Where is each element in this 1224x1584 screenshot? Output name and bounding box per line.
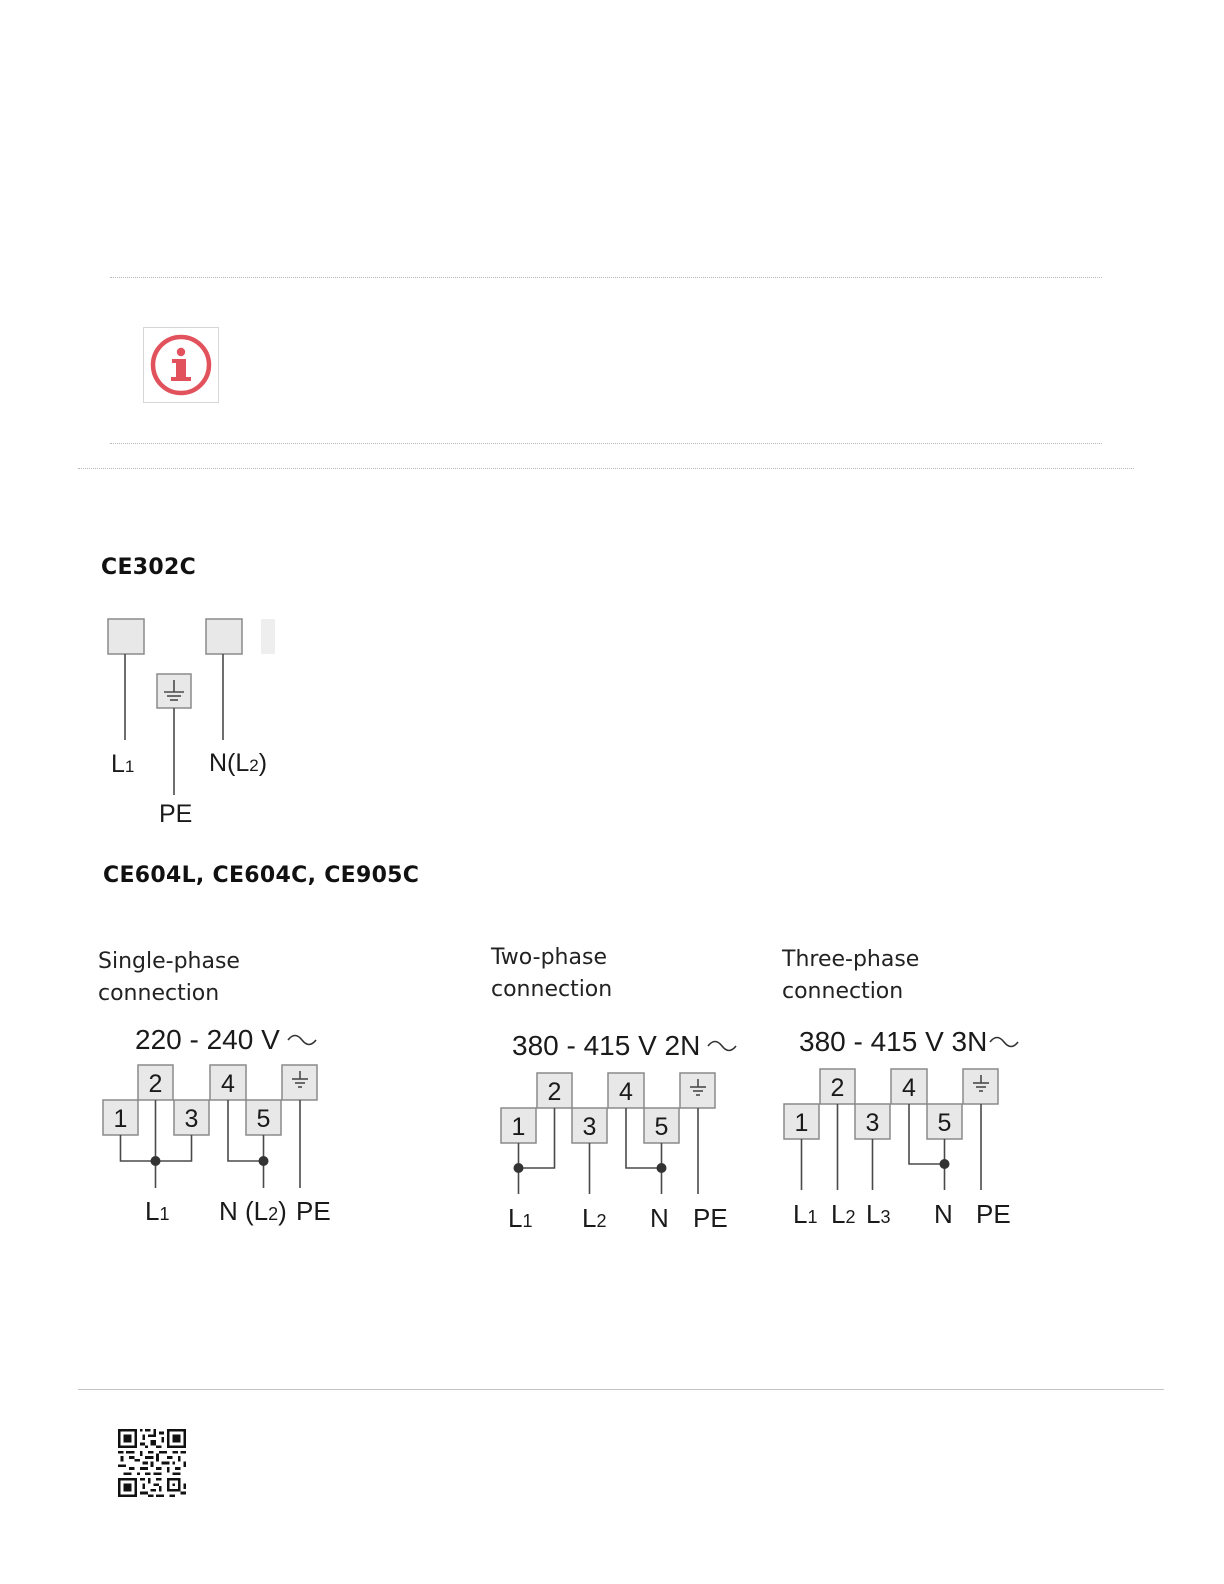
single-phase-title: Single-phase connection	[98, 949, 240, 1006]
model-title-ce302c: CE302C	[101, 555, 197, 580]
ce302c-terminal-l1	[108, 619, 144, 654]
svg-text:L1: L1	[508, 1203, 533, 1233]
single-phase-wiring-diagram	[95, 1018, 355, 1233]
svg-text:L2: L2	[831, 1199, 856, 1229]
three-phase-voltage: 380 - 415 V 3N	[799, 1026, 988, 1057]
single-terminal-3: 3	[184, 1105, 199, 1133]
footer-divider	[78, 1389, 1164, 1390]
three-label-n: N	[934, 1199, 953, 1229]
qr-code-icon	[118, 1429, 186, 1497]
ce302c-terminal-n	[206, 619, 242, 654]
three-label-l2: L	[831, 1199, 846, 1229]
three-label-pe: PE	[976, 1199, 1011, 1229]
single-label-n: N (L	[219, 1196, 269, 1226]
ac-symbol	[990, 1038, 1018, 1047]
notice-bottom-divider	[110, 443, 1102, 444]
ce302c-wiring-diagram	[95, 610, 295, 835]
two-phase-voltage: 380 - 415 V 2N	[512, 1030, 701, 1061]
single-label-l1: L	[145, 1196, 160, 1226]
three-phase-title: Three-phase connection	[782, 947, 920, 1004]
three-label-l1: L	[793, 1199, 808, 1229]
three-terminal-4: 4	[902, 1074, 916, 1102]
single-terminal-2: 2	[148, 1070, 163, 1098]
svg-text:380 - 415 V 3N	[799, 1026, 987, 1057]
two-terminal-1: 1	[511, 1113, 526, 1141]
single-terminal-4: 4	[221, 1070, 235, 1098]
two-label-n: N	[650, 1203, 669, 1233]
section-divider	[78, 468, 1134, 469]
single-terminal-5: 5	[256, 1105, 271, 1133]
info-icon	[144, 328, 218, 402]
two-terminal-2: 2	[547, 1078, 562, 1106]
svg-text:L1: L1	[793, 1199, 818, 1229]
single-terminal-1: 1	[113, 1105, 128, 1133]
notice-top-divider	[110, 277, 1102, 278]
ac-symbol	[288, 1036, 316, 1045]
svg-text:L1: L1	[145, 1196, 170, 1226]
info-notice-box	[143, 327, 219, 403]
ce302c-label-pe: PE	[159, 800, 193, 828]
svg-text:220 - 240 V	[135, 1024, 280, 1055]
three-terminal-1: 1	[794, 1109, 809, 1137]
svg-text:L2: L2	[582, 1203, 607, 1233]
two-terminal-5: 5	[654, 1113, 669, 1141]
svg-text:L3: L3	[866, 1199, 891, 1229]
svg-text:N(L2): N(L2)	[209, 749, 268, 777]
model-title-group2: CE604L, CE604C, CE905C	[103, 863, 420, 888]
three-terminal-3: 3	[865, 1109, 880, 1137]
two-terminal-3: 3	[582, 1113, 597, 1141]
two-phase-wiring-diagram	[495, 1022, 755, 1237]
three-phase-wiring-diagram	[778, 1020, 1038, 1235]
two-phase-title: Two-phase connection	[491, 945, 613, 1002]
ce302c-label-n: N(L	[209, 749, 250, 777]
ce302c-label-l1: L	[111, 750, 125, 778]
two-label-pe: PE	[693, 1203, 728, 1233]
three-label-l3: L	[866, 1199, 881, 1229]
svg-text:380 - 415 V 2N	[512, 1030, 700, 1061]
two-label-l1: L	[508, 1203, 523, 1233]
three-terminal-2: 2	[830, 1074, 845, 1102]
two-terminal-4: 4	[619, 1078, 633, 1106]
svg-text:L1: L1	[111, 750, 135, 778]
single-phase-voltage: 220 - 240 V	[135, 1024, 280, 1055]
ac-symbol	[708, 1042, 736, 1051]
two-label-l2: L	[582, 1203, 597, 1233]
single-label-pe: PE	[296, 1196, 331, 1226]
svg-text:N (L2): N (L2)	[219, 1196, 287, 1226]
three-terminal-5: 5	[937, 1109, 952, 1137]
